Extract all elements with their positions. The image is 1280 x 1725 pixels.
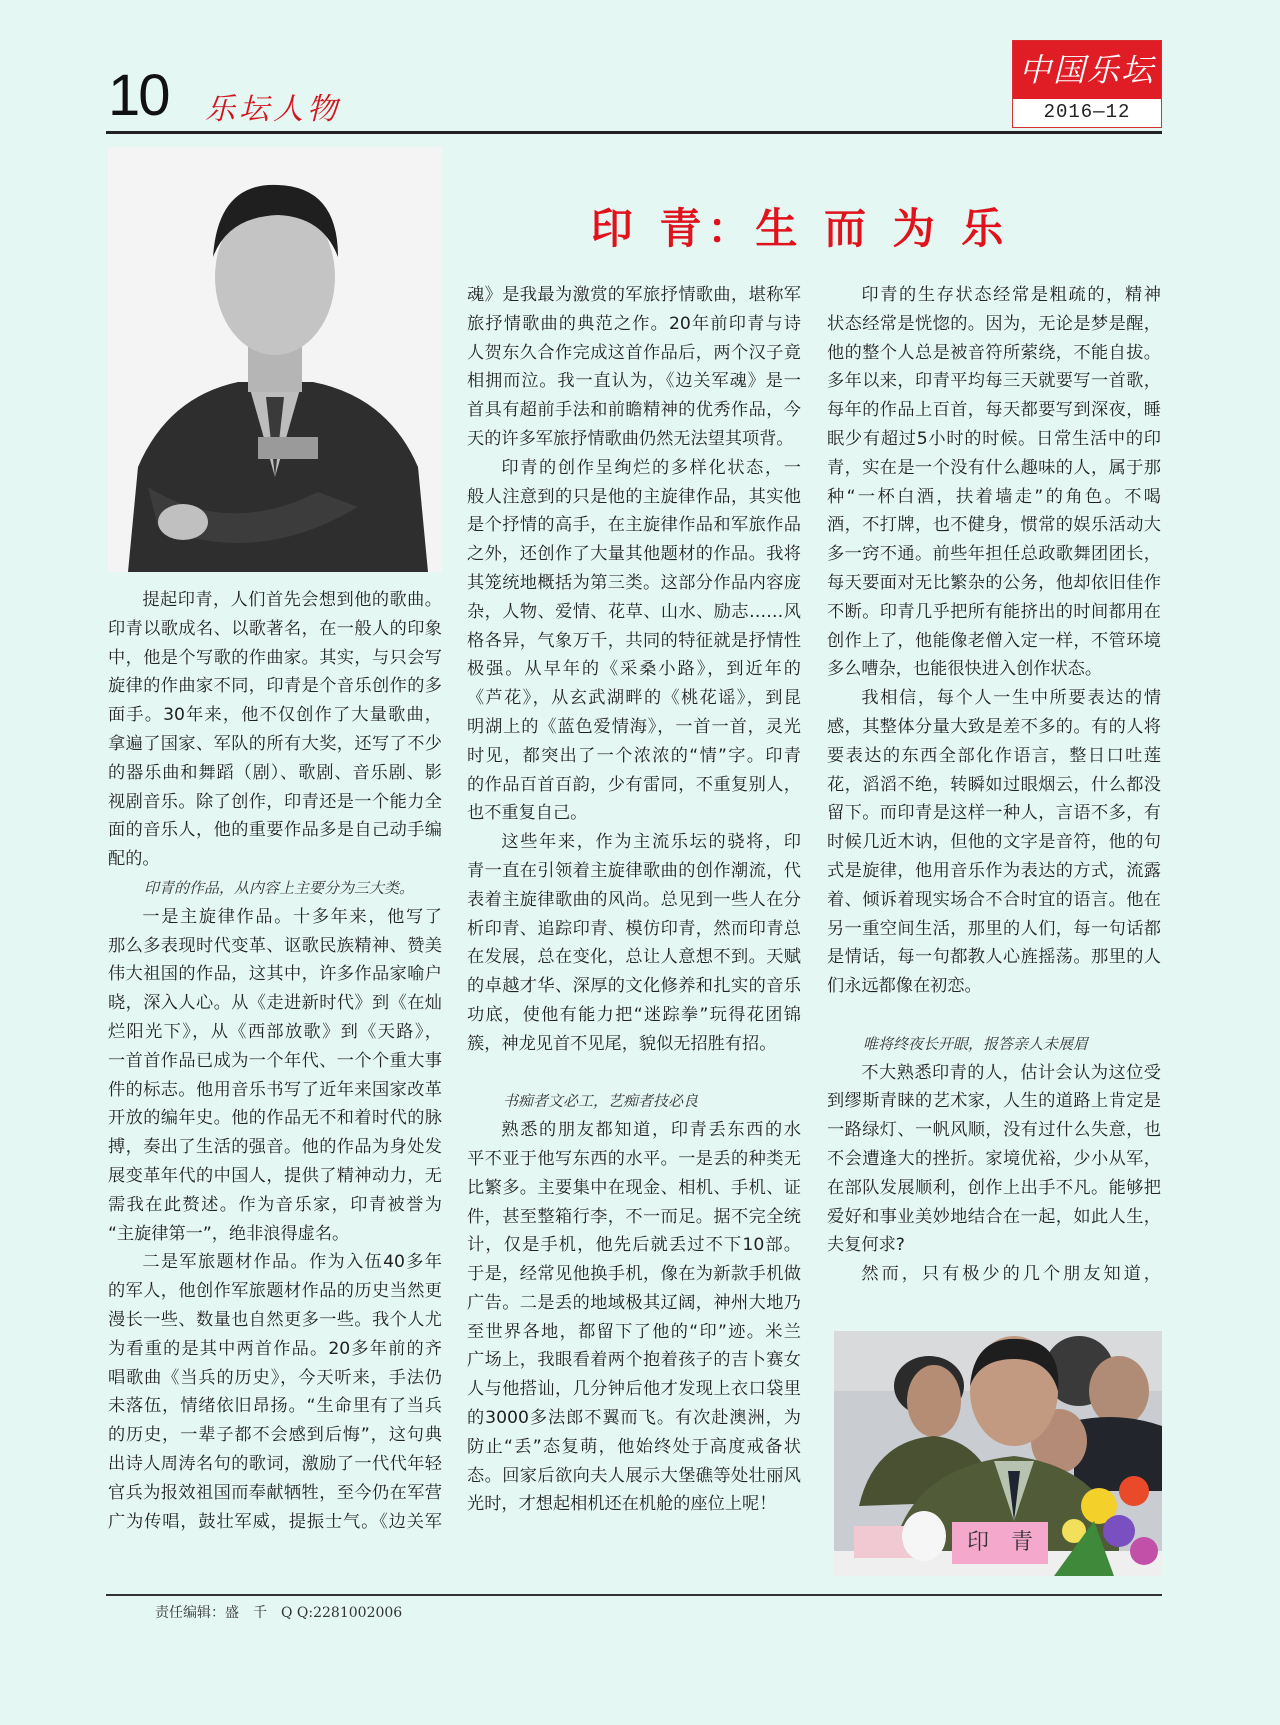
paragraph-line: 另一重空间生活，那里的人们，每一句话都: [827, 918, 1161, 939]
paragraph-line: 析印青、追踪印青、模仿印青，然而印青总: [467, 918, 801, 939]
footer-divider: [106, 1594, 1162, 1596]
paragraph-line: “主旋律第一”，绝非浪得虚名。: [108, 1223, 350, 1244]
portrait-photo: [108, 147, 442, 572]
paragraph-line: 要表达的东西全部化作语言，整日口吐莲: [827, 745, 1161, 766]
paragraph-line: 一首首作品已成为一个年代、一个个重大事: [108, 1050, 442, 1071]
paragraph-line: 着、倾诉着现实场合不合时宜的语言。他在: [827, 889, 1161, 910]
paragraph-line: 拿遍了国家、军队的所有大奖，还写了不少: [108, 733, 442, 754]
paragraph-line: 至世界各地，都留下了他的“印”迹。米兰: [467, 1321, 801, 1342]
paragraph-line: 是情话，每一句都教人心旌摇荡。那里的人: [827, 947, 1161, 968]
paragraph-line: 酒，不打牌，也不健身，惯常的娱乐活动大: [827, 515, 1161, 536]
nameplate: 印 青: [952, 1522, 1048, 1564]
article-column-middle: [467, 281, 801, 1519]
paragraph-line: 状态经常是恍惚的。因为，无论是梦是醒，: [827, 313, 1161, 334]
paragraph-line: 的卓越才华、深厚的文化修养和扎实的音乐: [467, 976, 801, 997]
paragraph-line: 印青的生存状态经常是粗疏的，精神: [861, 285, 1161, 305]
paragraph-line: 人与他搭讪，几分钟后他才发现上衣口袋里: [467, 1379, 801, 1400]
paragraph-line: 需我在此赘述。作为音乐家，印青被誉为: [108, 1194, 442, 1215]
paragraph-line: 烂阳光下》，从《西部放歌》到《天路》，: [108, 1021, 442, 1042]
paragraph-line: 多年以来，印青平均每三天就要写一首歌，: [827, 371, 1161, 392]
paragraph-line: 唱歌曲《当兵的历史》，今天听来，手法仍: [108, 1367, 442, 1388]
paragraph-line: 展变革年代的中国人，提供了精神动力，无: [108, 1165, 442, 1186]
paragraph-line: 表着主旋律歌曲的风尚。总见到一些人在分: [467, 889, 801, 910]
paragraph-line: 时候几近木讷，但他的文字是音符，他的句: [827, 832, 1161, 853]
paragraph-line: 感，其整体分量大致是差不多的。有的人将: [827, 716, 1161, 737]
paragraph-line: 式是旋律，他用音乐作为表达的方式，流露: [827, 860, 1161, 881]
paragraph-line: 多一窍不通。前些年担任总政歌舞团团长，: [827, 544, 1161, 565]
issue-date: 2016—12: [1043, 101, 1131, 123]
paragraph-line: 功底，使他有能力把“迷踪拳”玩得花团锦: [467, 1004, 801, 1025]
paragraph-line: 极强。从早年的《采桑小路》，到近年的: [467, 659, 801, 680]
paragraph-line: 的3000多法郎不翼而飞。有次赴澳洲，为: [467, 1408, 801, 1429]
paragraph-line: 二是军旅题材作品。作为入伍40多年: [142, 1252, 442, 1273]
paragraph-line: 夫复何求?: [827, 1235, 905, 1256]
paragraph-line: 漫长一些、数量也自然更多一些。我个人尤: [108, 1309, 442, 1330]
paragraph-line: 人贺东久合作完成这首作品后，两个汉子竟: [467, 342, 801, 363]
paragraph-line: 态。回家后欲向夫人展示大堡礁等处壮丽风: [467, 1465, 801, 1486]
paragraph-line: 也不重复自己。: [467, 803, 588, 824]
paragraph-line: 计，仅是手机，他先后就丢过不下10部。: [467, 1235, 801, 1256]
paragraph-line: 的器乐曲和舞蹈（剧）、歌剧、音乐剧、影: [108, 762, 442, 783]
paragraph-line: 旅抒情歌曲的典范之作。20年前印青与诗: [467, 313, 801, 334]
paragraph-line: 般人注意到的只是他的主旋律作品，其实他: [467, 486, 801, 507]
event-photo: [834, 1331, 1162, 1576]
paragraph-line: 防止“丢”态复萌，他始终处于高度戒备状: [467, 1436, 801, 1457]
paragraph-line: 官兵为报效祖国而奉献牺牲，至今仍在军营: [108, 1482, 442, 1503]
paragraph-line: 明湖上的《蓝色爱情海》，一首一首，灵光: [467, 716, 801, 737]
spacer: [827, 1001, 1161, 1030]
paragraph-line: 每天要面对无比繁杂的公务，他却依旧佳作: [827, 572, 1161, 593]
paragraph-line: 格各异，气象万千，共同的特征就是抒情性: [467, 630, 801, 651]
paragraph-line: 搏，奏出了生活的强音。他的作品为身处发: [108, 1137, 442, 1158]
paragraph-line: 旋律的作曲家不同，印青是个音乐创作的多: [108, 676, 442, 697]
paragraph-line: 然而，只有极少的几个朋友知道，: [861, 1264, 1161, 1285]
paragraph-line: 伟大祖国的作品，这其中，许多作品家喻户: [108, 964, 442, 985]
paragraph-line: 广告。二是丢的地域极其辽阔，神州大地乃: [467, 1292, 801, 1313]
subheading: 书痴者文必工，艺痴者技必良: [503, 1092, 699, 1111]
paragraph-line: 簇，神龙见首不见尾，貌似无招胜有招。: [467, 1033, 777, 1054]
paragraph-line: 未落伍，情绪依旧昂扬。“生命里有了当兵: [108, 1396, 442, 1417]
paragraph-line: 这些年来，作为主流乐坛的骁将，印: [501, 832, 801, 853]
paragraph-line: 面的音乐人，他的重要作品多是自己动手编: [108, 820, 442, 841]
paragraph-line: 每年的作品上百首，每天都要写到深夜，睡: [827, 400, 1161, 421]
paragraph-line: 《芦花》，从玄武湖畔的《桃花谣》，到昆: [467, 688, 801, 709]
paragraph-line: 开放的编年史。他的作品无不和着时代的脉: [108, 1108, 442, 1129]
paragraph-line: 件的标志。他用音乐书写了近年来国家改革: [108, 1079, 442, 1100]
paragraph-line: 一路绿灯、一帆风顺，没有过什么失意，也: [827, 1120, 1161, 1141]
paragraph-line: 的军人，他创作军旅题材作品的历史当然更: [108, 1281, 442, 1302]
paragraph-line: 一是主旋律作品。十多年来，他写了: [142, 906, 442, 927]
paragraph-line: 广场上，我眼看着两个抱着孩子的吉卜赛女: [467, 1350, 801, 1371]
paragraph-line: 多么嘈杂，也能很快进入创作状态。: [827, 659, 1103, 680]
paragraph-line: 于是，经常见他换手机，像在为新款手机做: [467, 1264, 801, 1285]
magazine-logo: [1012, 40, 1162, 128]
paragraph-line: 眠少有超过5小时的时候。日常生活中的印: [827, 428, 1161, 449]
paragraph-line: 相拥而泣。我一直认为，《边关军魂》是一: [467, 371, 801, 392]
paragraph-line: 首具有超前手法和前瞻精神的优秀作品，今: [467, 400, 801, 421]
paragraph-line: 之外，还创作了大量其他题材的作品。我将: [467, 544, 801, 565]
paragraph-line: 时见，都突出了一个浓浓的“情”字。印青: [467, 745, 801, 766]
paragraph-line: 印青的创作呈绚烂的多样化状态，一: [501, 457, 801, 478]
spacer: [467, 1059, 801, 1088]
paragraph-line: 爱好和事业美妙地结合在一起，如此人生，: [827, 1206, 1161, 1227]
paragraph-line: 熟悉的朋友都知道，印青丢东西的水: [501, 1120, 801, 1141]
paragraph-line: 视剧音乐。除了创作，印青还是一个能力全: [108, 791, 442, 812]
paragraph-line: 杂，人物、爱情、花草、山水、励志……风: [467, 601, 801, 622]
paragraph-line: 不会遭逢大的挫折。家境优裕，少小从军，: [827, 1148, 1161, 1169]
paragraph-line: 广为传唱，鼓壮军威，提振士气。《边关军: [108, 1511, 442, 1532]
paragraph-line: 花，滔滔不绝，转瞬如过眼烟云，什么都没: [827, 774, 1161, 795]
paragraph-line: 我相信，每个人一生中所要表达的情: [861, 688, 1161, 709]
paragraph-line: 青，实在是一个没有什么趣味的人，属于那: [827, 457, 1161, 478]
paragraph-line: 其笼统地概括为第三类。这部分作品内容庞: [467, 572, 801, 593]
paragraph-line: 天的许多军旅抒情歌曲仍然无法望其项背。: [467, 428, 794, 449]
paragraph-line: 比繁多。主要集中在现金、相机、手机、证: [467, 1177, 801, 1198]
paragraph-line: 面手。30年来，他不仅创作了大量歌曲，: [108, 705, 442, 726]
paragraph-line: 平不亚于他写东西的水平。一是丢的种类无: [467, 1148, 801, 1169]
paragraph-line: 出诗人周涛名句的歌词，激励了一代代年轻: [108, 1453, 442, 1474]
paragraph-line: 创作上了，他能像老僧入定一样，不管环境: [827, 630, 1161, 651]
article-column-right: [827, 281, 1161, 1289]
subheading: 唯将终夜长开眼，报答亲人未展眉: [863, 1034, 1089, 1053]
subheading: 印青的作品，从内容上主要分为三大类。: [144, 878, 415, 897]
paragraph-line: 配的。: [108, 849, 160, 870]
paragraph-line: 们永远都像在初恋。: [827, 976, 982, 997]
page-number: 10: [108, 63, 169, 128]
logo-text: 中国乐坛: [1013, 41, 1161, 99]
paragraph-line: 中，他是个写歌的作曲家。其实，与只会写: [108, 647, 442, 668]
paragraph-line: 不大熟悉印青的人，估计会认为这位受: [861, 1062, 1161, 1083]
editor-credit: 责任编辑：盛 千 Q Q:2281002006: [155, 1605, 403, 1621]
paragraph-line: 为看重的是其中两首作品。20多年前的齐: [108, 1338, 442, 1359]
paragraph-line: 在部队发展顺利，创作上出手不凡。能够把: [827, 1177, 1161, 1198]
header-divider: [106, 131, 1162, 134]
paragraph-line: 光时，才想起相机还在机舱的座位上呢！: [467, 1494, 777, 1515]
article-title: 印 青：生 而 为 乐: [590, 204, 1010, 253]
paragraph-line: 件，甚至整箱行李，不一而足。据不完全统: [467, 1206, 801, 1227]
paragraph-line: 在发展，总在变化，总让人意想不到。天赋: [467, 947, 801, 968]
paragraph-line: 提起印青，人们首先会想到他的歌曲。: [142, 590, 442, 610]
paragraph-line: 是个抒情的高手，在主旋律作品和军旅作品: [467, 515, 801, 536]
paragraph-line: 到缪斯青睐的艺术家，人生的道路上肯定是: [827, 1091, 1161, 1112]
paragraph-line: 不断。印青几乎把所有能挤出的时间都用在: [827, 601, 1161, 622]
paragraph-line: 印青以歌成名、以歌著名，在一般人的印象: [108, 618, 442, 639]
paragraph-line: 魂》是我最为激赏的军旅抒情歌曲，堪称军: [467, 285, 801, 305]
paragraph-line: 晓，深入人心。从《走进新时代》到《在灿: [108, 993, 442, 1014]
paragraph-line: 的作品百首百韵，少有雷同，不重复别人，: [467, 774, 801, 795]
paragraph-line: 的历史，一辈子都不会感到后悔”，这句典: [108, 1425, 442, 1446]
section-title: 乐坛人物: [205, 92, 341, 127]
paragraph-line: 那么多表现时代变革、讴歌民族精神、赞美: [108, 935, 442, 956]
paragraph-line: 种“一杯白酒，扶着墙走”的角色。不喝: [827, 486, 1161, 507]
article-column-left: [108, 586, 442, 1536]
paragraph-line: 他的整个人总是被音符所萦绕，不能自拔。: [827, 342, 1161, 363]
paragraph-line: 青一直在引领着主旋律歌曲的创作潮流，代: [467, 860, 801, 881]
paragraph-line: 留下。而印青是这样一种人，言语不多，有: [827, 803, 1161, 824]
